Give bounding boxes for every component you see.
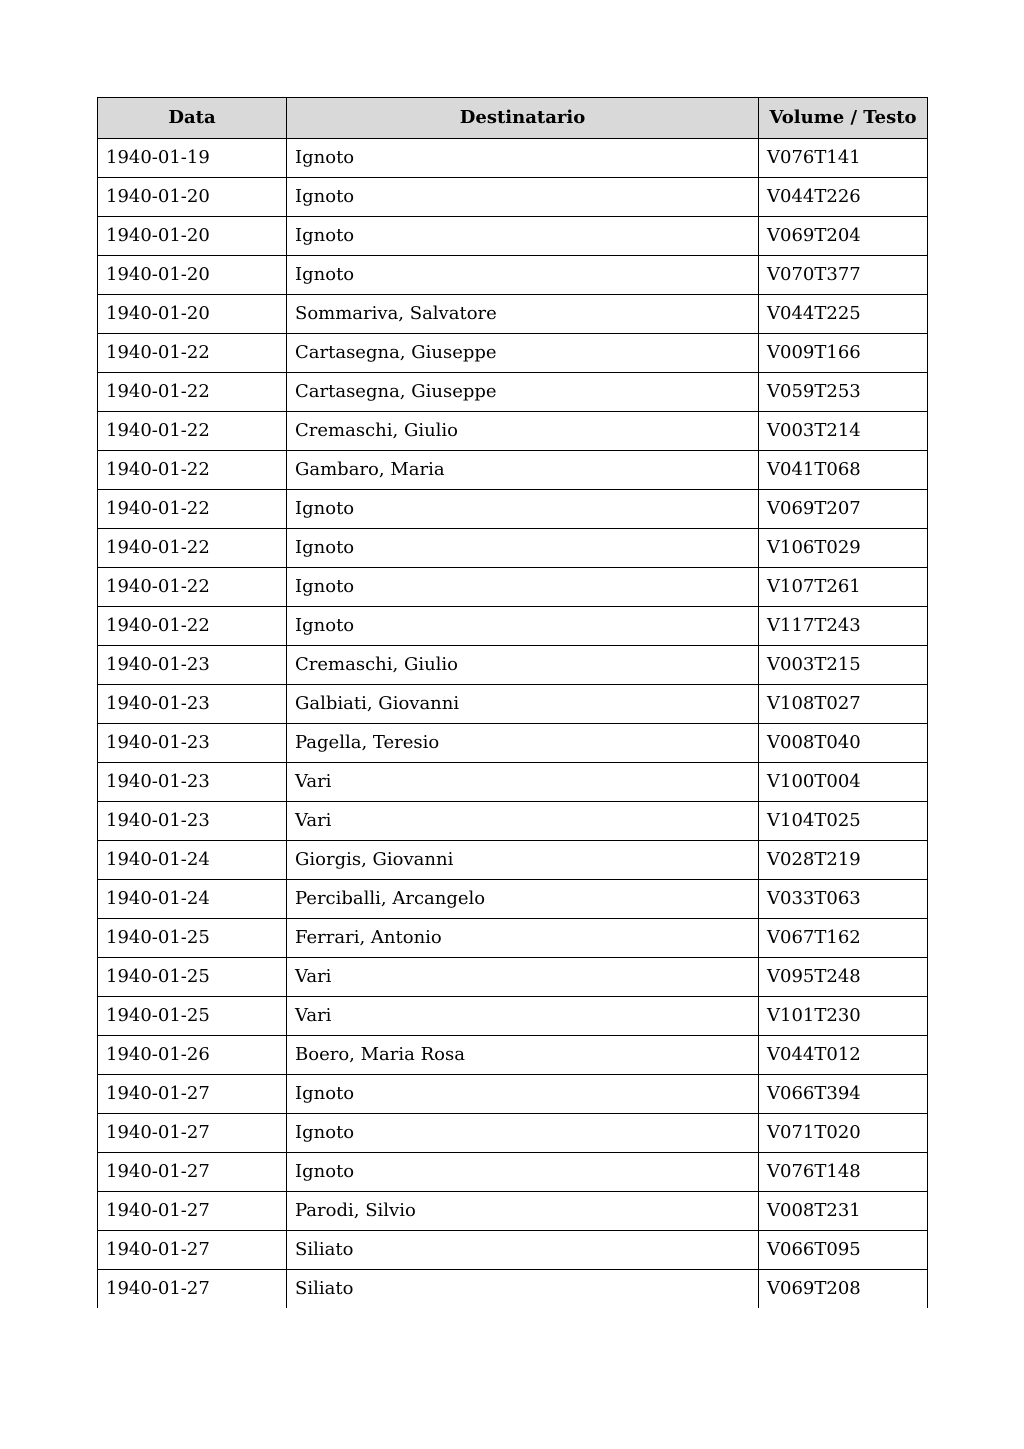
cell-volume: V044T225	[759, 295, 928, 334]
cell-volume: V003T214	[759, 412, 928, 451]
cell-date: 1940-01-20	[98, 256, 287, 295]
cell-date: 1940-01-23	[98, 763, 287, 802]
table-row	[98, 334, 928, 373]
table-row	[98, 646, 928, 685]
cell-date: 1940-01-27	[98, 1231, 287, 1270]
table-row	[98, 802, 928, 841]
cell-recipient: Ferrari, Antonio	[287, 919, 759, 958]
letters-table	[97, 97, 928, 1308]
cell-recipient: Galbiati, Giovanni	[287, 685, 759, 724]
cell-volume: V033T063	[759, 880, 928, 919]
cell-recipient: Cremaschi, Giulio	[287, 412, 759, 451]
cell-date: 1940-01-20	[98, 217, 287, 256]
table-row	[98, 1270, 928, 1309]
cell-date: 1940-01-23	[98, 685, 287, 724]
cell-recipient: Siliato	[287, 1270, 759, 1309]
cell-volume: V069T208	[759, 1270, 928, 1309]
header-volume: Volume / Testo	[759, 98, 928, 139]
cell-date: 1940-01-24	[98, 841, 287, 880]
table-row	[98, 841, 928, 880]
cell-recipient: Sommariva, Salvatore	[287, 295, 759, 334]
cell-date: 1940-01-23	[98, 646, 287, 685]
cell-recipient: Giorgis, Giovanni	[287, 841, 759, 880]
table-row	[98, 178, 928, 217]
cell-volume: V044T012	[759, 1036, 928, 1075]
table-row	[98, 217, 928, 256]
table-row	[98, 958, 928, 997]
cell-date: 1940-01-25	[98, 919, 287, 958]
cell-volume: V070T377	[759, 256, 928, 295]
cell-volume: V104T025	[759, 802, 928, 841]
cell-recipient: Ignoto	[287, 1153, 759, 1192]
header-date: Data	[98, 98, 287, 139]
cell-volume: V044T226	[759, 178, 928, 217]
cell-date: 1940-01-20	[98, 178, 287, 217]
cell-volume: V008T040	[759, 724, 928, 763]
cell-recipient: Ignoto	[287, 1114, 759, 1153]
cell-recipient: Cremaschi, Giulio	[287, 646, 759, 685]
cell-date: 1940-01-22	[98, 412, 287, 451]
cell-recipient: Boero, Maria Rosa	[287, 1036, 759, 1075]
cell-recipient: Ignoto	[287, 568, 759, 607]
cell-recipient: Siliato	[287, 1231, 759, 1270]
cell-date: 1940-01-22	[98, 568, 287, 607]
cell-recipient: Gambaro, Maria	[287, 451, 759, 490]
cell-volume: V107T261	[759, 568, 928, 607]
cell-date: 1940-01-26	[98, 1036, 287, 1075]
cell-recipient: Cartasegna, Giuseppe	[287, 334, 759, 373]
cell-volume: V108T027	[759, 685, 928, 724]
table-row	[98, 568, 928, 607]
cell-volume: V100T004	[759, 763, 928, 802]
cell-volume: V117T243	[759, 607, 928, 646]
table-row	[98, 763, 928, 802]
cell-volume: V009T166	[759, 334, 928, 373]
table-row	[98, 919, 928, 958]
table-body	[98, 139, 928, 1309]
cell-recipient: Parodi, Silvio	[287, 1192, 759, 1231]
cell-date: 1940-01-22	[98, 373, 287, 412]
cell-date: 1940-01-24	[98, 880, 287, 919]
table-row	[98, 685, 928, 724]
cell-recipient: Vari	[287, 763, 759, 802]
table-row	[98, 880, 928, 919]
cell-recipient: Ignoto	[287, 178, 759, 217]
cell-recipient: Vari	[287, 958, 759, 997]
table-row	[98, 373, 928, 412]
cell-volume: V067T162	[759, 919, 928, 958]
cell-recipient: Ignoto	[287, 139, 759, 178]
cell-recipient: Cartasegna, Giuseppe	[287, 373, 759, 412]
cell-volume: V041T068	[759, 451, 928, 490]
table-row	[98, 256, 928, 295]
table-header	[98, 98, 928, 139]
table-row	[98, 139, 928, 178]
table-row	[98, 451, 928, 490]
cell-date: 1940-01-22	[98, 451, 287, 490]
cell-date: 1940-01-22	[98, 529, 287, 568]
cell-volume: V059T253	[759, 373, 928, 412]
cell-date: 1940-01-19	[98, 139, 287, 178]
table-row	[98, 1231, 928, 1270]
cell-recipient: Ignoto	[287, 529, 759, 568]
cell-recipient: Ignoto	[287, 1075, 759, 1114]
cell-recipient: Ignoto	[287, 490, 759, 529]
table-row	[98, 490, 928, 529]
table-row	[98, 1036, 928, 1075]
cell-volume: V101T230	[759, 997, 928, 1036]
table-row	[98, 529, 928, 568]
cell-volume: V066T394	[759, 1075, 928, 1114]
cell-volume: V076T141	[759, 139, 928, 178]
cell-volume: V008T231	[759, 1192, 928, 1231]
cell-date: 1940-01-27	[98, 1153, 287, 1192]
cell-volume: V003T215	[759, 646, 928, 685]
cell-recipient: Vari	[287, 997, 759, 1036]
cell-date: 1940-01-22	[98, 607, 287, 646]
cell-volume: V071T020	[759, 1114, 928, 1153]
cell-recipient: Ignoto	[287, 256, 759, 295]
table-row	[98, 412, 928, 451]
header-recipient: Destinatario	[287, 98, 759, 139]
table-row	[98, 1114, 928, 1153]
cell-date: 1940-01-20	[98, 295, 287, 334]
cell-date: 1940-01-23	[98, 724, 287, 763]
table-row	[98, 1192, 928, 1231]
table-row	[98, 295, 928, 334]
cell-volume: V066T095	[759, 1231, 928, 1270]
header-row	[98, 98, 928, 139]
table-row	[98, 607, 928, 646]
cell-volume: V069T207	[759, 490, 928, 529]
cell-date: 1940-01-27	[98, 1075, 287, 1114]
table-row	[98, 1075, 928, 1114]
cell-recipient: Ignoto	[287, 217, 759, 256]
cell-volume: V095T248	[759, 958, 928, 997]
cell-recipient: Ignoto	[287, 607, 759, 646]
cell-recipient: Pagella, Teresio	[287, 724, 759, 763]
cell-date: 1940-01-23	[98, 802, 287, 841]
cell-date: 1940-01-22	[98, 334, 287, 373]
cell-date: 1940-01-27	[98, 1270, 287, 1309]
table-row	[98, 724, 928, 763]
cell-volume: V076T148	[759, 1153, 928, 1192]
cell-date: 1940-01-27	[98, 1192, 287, 1231]
table-row	[98, 1153, 928, 1192]
cell-date: 1940-01-27	[98, 1114, 287, 1153]
cell-date: 1940-01-25	[98, 997, 287, 1036]
cell-recipient: Perciballi, Arcangelo	[287, 880, 759, 919]
cell-recipient: Vari	[287, 802, 759, 841]
cell-date: 1940-01-22	[98, 490, 287, 529]
cell-volume: V028T219	[759, 841, 928, 880]
cell-volume: V106T029	[759, 529, 928, 568]
cell-date: 1940-01-25	[98, 958, 287, 997]
cell-volume: V069T204	[759, 217, 928, 256]
table-row	[98, 997, 928, 1036]
